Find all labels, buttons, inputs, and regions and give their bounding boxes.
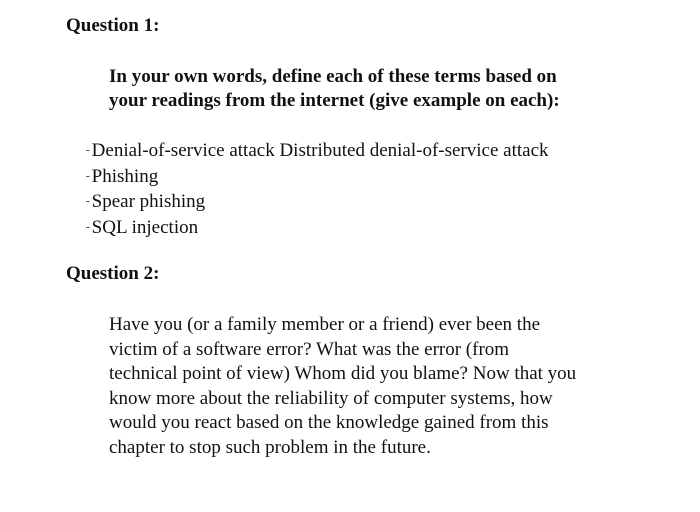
list-item xyxy=(86,138,549,164)
list-item xyxy=(86,215,549,241)
prompt-line: In your own words, define each of these terms based on xyxy=(109,66,557,87)
body-line: Have you (or a family member or a friend) ever been the xyxy=(109,314,540,335)
prompt-line: your readings from the internet (give example on each): xyxy=(109,90,560,111)
body-line: know more about the reliability of computer systems, how xyxy=(109,387,553,409)
bullet-dash: - xyxy=(86,195,90,207)
question-2-heading: Question 2: xyxy=(66,263,160,284)
list-item xyxy=(86,189,549,215)
term-text: Spear phishing xyxy=(91,191,206,212)
term-text: Denial-of-service attack Distributed denial-of-service attack xyxy=(91,140,549,161)
bullet-dash: - xyxy=(86,220,90,233)
question-1-prompt xyxy=(109,65,669,113)
term-text: SQL injection xyxy=(91,216,199,238)
terms-list xyxy=(86,138,549,240)
question-1-heading: Question 1: xyxy=(66,15,160,36)
term-text: Phishing xyxy=(91,165,159,187)
body-line: would you react based on the knowledge gained from this xyxy=(109,412,549,433)
body-line: chapter to stop such problem in the future. xyxy=(109,436,431,458)
bullet-dash: - xyxy=(86,169,90,182)
body-line: victim of a software error? What was the error (from xyxy=(109,338,510,360)
list-item xyxy=(86,164,549,190)
bullet-dash: - xyxy=(86,144,90,156)
question-2-body xyxy=(109,313,679,460)
body-line: technical point of view) Whom did you blame? Now that you xyxy=(109,363,577,384)
